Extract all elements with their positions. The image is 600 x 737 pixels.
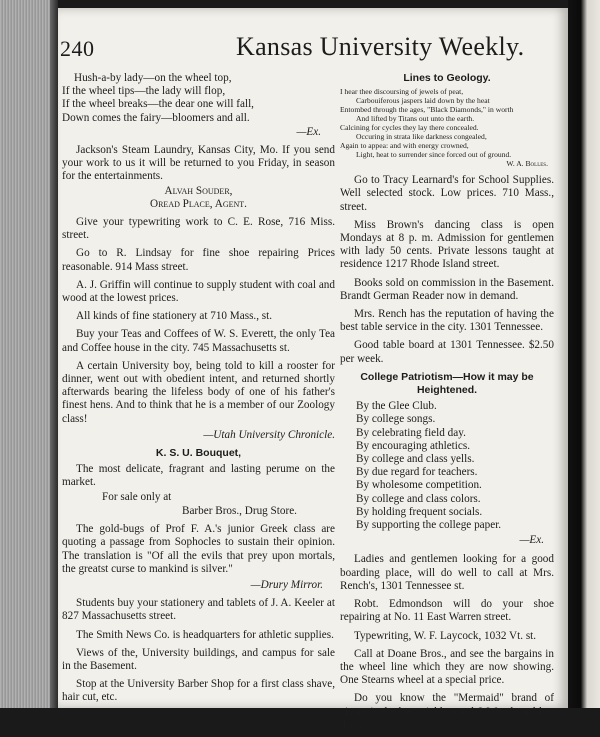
patriotism-list xyxy=(340,400,554,532)
geology-line: Carbouiferous jaspers laid down by the heat xyxy=(356,96,490,106)
geology-line: Entombed through the ages, "Black Diamonds," in worth xyxy=(340,105,514,115)
bouquet-sale: For sale only at xyxy=(102,490,172,503)
list-item: By encouraging athletics. xyxy=(356,439,471,452)
zoology-story: A certain University boy, being told to kill a rooster for dinner, went out with obedient intent, and returned shortly afterwards bearing the lifeless body of one of his father's finest hens. And to think that he is a member of our Zoology class! xyxy=(62,359,335,425)
list-item: By supporting the college paper. xyxy=(356,519,502,532)
geology-line: Occuring in strata like darkness congealed, xyxy=(356,132,487,142)
geology-author: W. A. Bolles. xyxy=(506,159,548,169)
cigar-ad: Do you know the "Mermaid" brand of cigars is the best nickle goods? Woodward has them. xyxy=(340,692,554,731)
learnard-ad: Go to Tracy Learnard's for School Supplies. Well selected stock. Low prices. 710 Mass., street. xyxy=(340,174,554,213)
books-ad: Books sold on commission in the Basement. Brandt German Reader now in demand. xyxy=(340,276,554,302)
doane-ad: Call at Doane Bros., and see the bargains in the wheel line which they are now showing. One Stearns wheel at a special price. xyxy=(340,647,554,687)
list-item: By college and class yells. xyxy=(356,453,475,466)
tablets-ad: Students buy your stationery and tablets of J. A. Keeler at 827 Massachusetts street. xyxy=(62,597,335,623)
poem-line: Hush-a-by lady—on the wheel top, xyxy=(74,72,232,84)
laycock-ad: Typewriting, W. F. Laycock, 1032 Vt. st. xyxy=(354,629,537,642)
poem-line: Down comes the fairy—bloomers and all. xyxy=(62,111,250,124)
list-item: By college songs. xyxy=(356,413,436,426)
zoology-source: —Utah University Chronicle. xyxy=(203,428,335,441)
geology-poem xyxy=(340,87,554,168)
list-item: By wholesome competition. xyxy=(356,479,482,492)
poem-source: —Ex. xyxy=(296,125,321,138)
board-ad: Good table board at 1301 Tennessee. $2.50 per week. xyxy=(340,339,554,365)
page-number: 240 xyxy=(60,36,95,61)
list-item: By college and class colors. xyxy=(356,492,481,505)
teas-ad: Buy your Teas and Coffees of W. S. Everett, the only Tea and Coffee house in the city. 745 Massachusetts st. xyxy=(62,328,335,354)
bouquet-heading: K. S. U. Bouquet, xyxy=(155,447,242,460)
patriotism-heading: College Patriotism—How it may be Heightened. xyxy=(360,370,534,397)
smith-news-ad: The Smith News Co. is headquarters for athletic supplies. xyxy=(76,628,334,641)
patriotism-source: —Ex. xyxy=(519,534,544,547)
edmondson-ad: Robt. Edmondson will do your shoe repairing at No. 11 East Warren street. xyxy=(340,598,554,624)
geology-line: Again to appea: and with energy crowned, xyxy=(340,141,469,151)
list-item: By celebrating field day. xyxy=(356,426,466,439)
typewriting-ad: Give your typewriting work to C. E. Rose, 716 Miss. street. xyxy=(62,216,335,242)
greek-story: The gold-bugs of Prof F. A.'s junior Greek class are quoting a passage from Sophocles to sustain their opinion. The translation is "Of all the evils that prey upon mortals, the greatst curse to mankind is silver." xyxy=(62,523,335,575)
poem-line: If the wheel tips—the lady will flop, xyxy=(62,85,226,98)
views-ad: Views of the, University buildings, and campus for sale in the Basement. xyxy=(62,646,335,672)
list-item: By the Glee Club. xyxy=(356,400,437,413)
geology-line: I hear thee discoursing of jewels of peat, xyxy=(340,87,464,97)
book-edge-right xyxy=(568,0,600,708)
geology-title: Lines to Geology. xyxy=(403,72,491,84)
poem xyxy=(62,72,335,125)
book-edge-left xyxy=(0,0,58,708)
list-item: By due regard for teachers. xyxy=(356,466,478,479)
greek-source: —Drury Mirror. xyxy=(250,578,323,591)
laundry-signature: Alvah Souder, xyxy=(164,184,233,197)
dancing-ad: Miss Brown's dancing class is open Mondays at 8 p. m. Admission for gentlemen with lady 50 cents. Private lessons taught at residence 1217 Rhode Island street. xyxy=(340,218,554,271)
barber-ad: Stop at the University Barber Shop for a first class shave, hair cut, etc. xyxy=(62,678,335,704)
poem-line: If the wheel breaks—the dear one will fall, xyxy=(62,98,254,111)
geology-line: Light, heat to surrender since forced out of ground. xyxy=(356,150,512,160)
geology-line: Calcining for cycles they lay there concealed. xyxy=(340,123,479,133)
geology-line: And lifted by Titans out unto the earth. xyxy=(356,114,475,124)
list-item: By holding frequent socials. xyxy=(356,505,483,518)
laundry-signature-agent: Oread Place, Agent. xyxy=(150,197,247,210)
right-column xyxy=(340,72,554,737)
laundry-ad: Jackson's Steam Laundry, Kansas City, Mo. If you send your work to us it will be returned to you Friday, in season for the entertainments. xyxy=(62,144,335,183)
left-column xyxy=(62,72,335,710)
stationery-ad: All kinds of fine stationery at 710 Mass., st. xyxy=(76,310,273,323)
bouquet-store: Barber Bros., Drug Store. xyxy=(182,504,297,517)
rench-ad: Mrs. Rench has the reputation of having the best table service in the city. 1301 Tennessee. xyxy=(340,308,554,334)
boarding-ad: Ladies and gentlemen looking for a good boarding place, will do well to call at Mrs. Rench's, 1301 Tennessee st. xyxy=(340,553,554,592)
journal-title: Kansas University Weekly. xyxy=(236,32,525,61)
coal-ad: A. J. Griffin will continue to supply student with coal and wood at the lowest prices. xyxy=(62,278,335,305)
bouquet-text: The most delicate, fragrant and lasting perume on the market. xyxy=(62,463,335,489)
shoe-repair-ad: Go to R. Lindsay for fine shoe repairing Prices reasonable. 914 Mass street. xyxy=(62,247,335,273)
